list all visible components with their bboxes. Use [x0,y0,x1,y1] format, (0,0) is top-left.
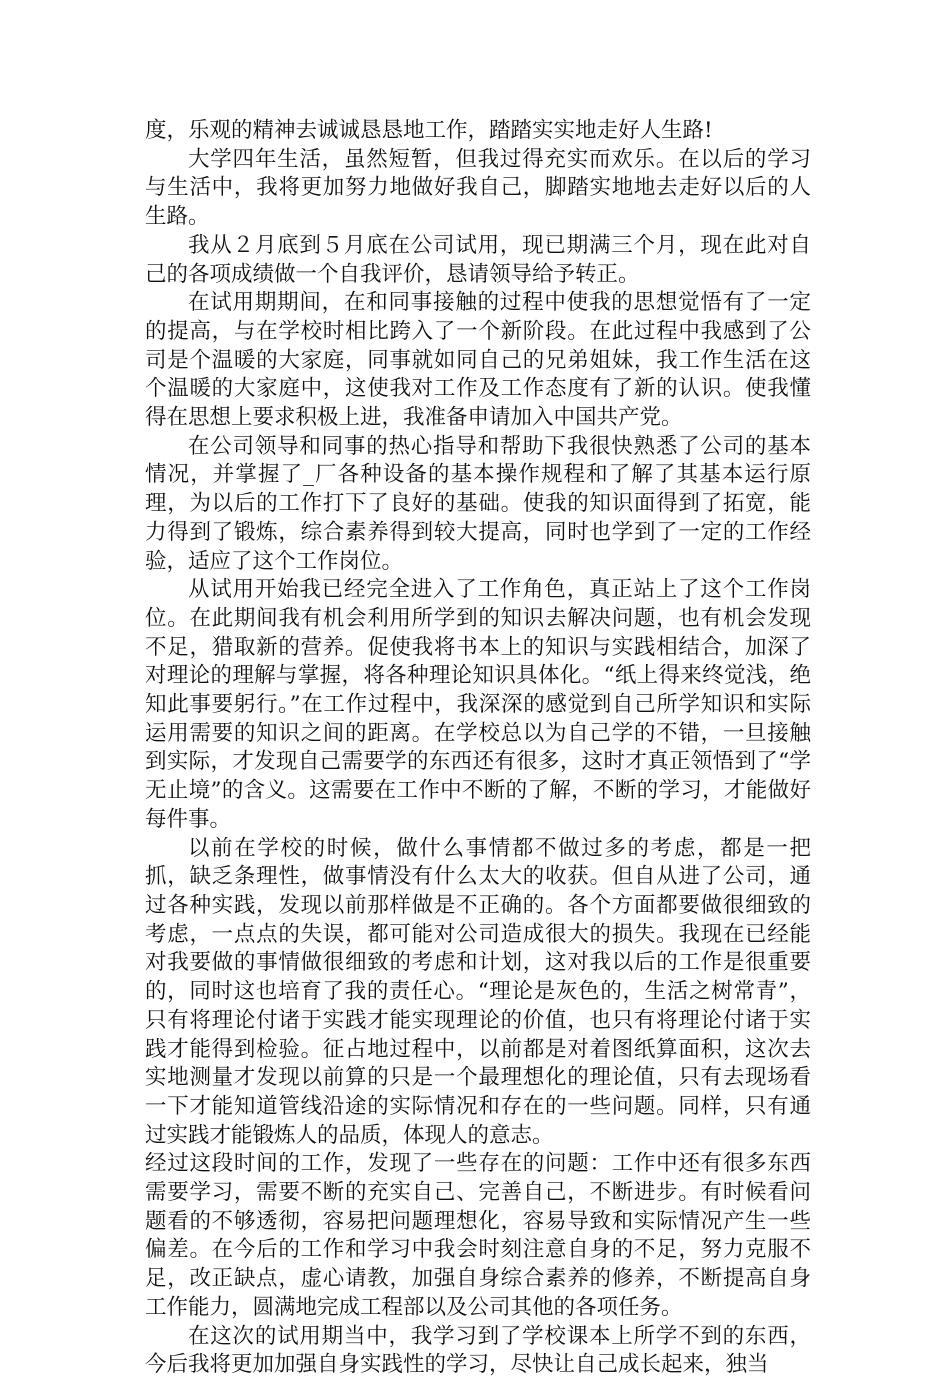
paragraph: 我从２月底到５月底在公司试用，现已期满三个月，现在此对自己的各项成绩做一个自我评价，恳请领导给予转正。 [145,232,811,287]
paragraph: 大学四年生活，虽然短暂，但我过得充实而欢乐。在以后的学习与生活中，我将更加努力地做好我自己，脚踏实地地去走好以后的人生路。 [145,146,811,230]
paragraph: 从试用开始我已经完全进入了工作角色，真正站上了这个工作岗位。在此期间我有机会利用所学到的知识去解决问题，也有机会发现不足，猎取新的营养。促使我将书本上的知识与实践相结合，加深了对理论的理解与掌握，将各种理论知识具体化。“纸上得来终觉浅，绝知此事要躬行。”在工作过程中，我深深的感觉到自己所学知识和实际运用需要的知识之间的距离。在学校总以为自己学的不错，一旦接触到实际，才发现自己需要学的东西还有很多，这时才真正领悟到了“学无止境”的含义。这需要在工作中不断的了解，不断的学习，才能做好每件事。 [145,577,811,832]
document-body [145,117,811,1380]
paragraph: 在这次的试用期当中，我学习到了学校课本上所学不到的东西，今后我将更加加强自身实践性的学习，尽快让自己成长起来，独当 [145,1323,811,1378]
paragraph: 在公司领导和同事的热心指导和帮助下我很快熟悉了公司的基本情况，并掌握了_厂各种设备的基本操作规程和了解了其基本运行原理，为以后的工作打下了良好的基础。使我的知识面得到了拓宽，能力得到了锻炼，综合素养得到较大提高，同时也学到了一定的工作经验，适应了这个工作岗位。 [145,433,811,574]
paragraph: 度，乐观的精神去诚诚恳恳地工作，踏踏实实地走好人生路! [145,118,713,143]
paragraph: 以前在学校的时候，做什么事情都不做过多的考虑，都是一把抓，缺乏条理性，做事情没有什么太大的收获。但自从进了公司，通过各种实践，发现以前那样做是不正确的。各个方面都要做很细致的考虑，一点点的失误，都可能对公司造成很大的损失。我现在已经能对我要做的事情做很细致的考虑和计划，这对我以后的工作是很重要的，同时这也培育了我的责任心。“理论是灰色的，生活之树常青”，只有将理论付诸于实践才能实现理论的价值，也只有将理论付诸于实践才能得到检验。征占地过程中，以前都是对着图纸算面积，这次去实地测量才发现以前算的只是一个最理想化的理论值，只有去现场看一下才能知道管线沿途的实际情况和存在的一些问题。同样，只有通过实践才能锻炼人的品质，体现人的意志。 [145,835,811,1148]
paragraph: 经过这段时间的工作，发现了一些存在的问题：工作中还有很多东西需要学习，需要不断的充实自己、完善自己，不断进步。有时候看问题看的不够透彻，容易把问题理想化，容易导致和实际情况产生一些偏差。在今后的工作和学习中我会时刻注意自身的不足，努力克服不足，改正缺点，虚心请教，加强自身综合素养的修养，不断提高自身工作能力，圆满地完成工程部以及公司其他的各项任务。 [145,1151,811,1320]
paragraph: 在试用期期间，在和同事接触的过程中使我的思想觉悟有了一定的提高，与在学校时相比跨入了一个新阶段。在此过程中我感到了公司是个温暖的大家庭，同事就如同自己的兄弟姐妹，我工作生活在这个温暖的大家庭中，这使我对工作及工作态度有了新的认识。使我懂得在思想上要求积极上进，我准备申请加入中国共产党。 [145,290,811,431]
